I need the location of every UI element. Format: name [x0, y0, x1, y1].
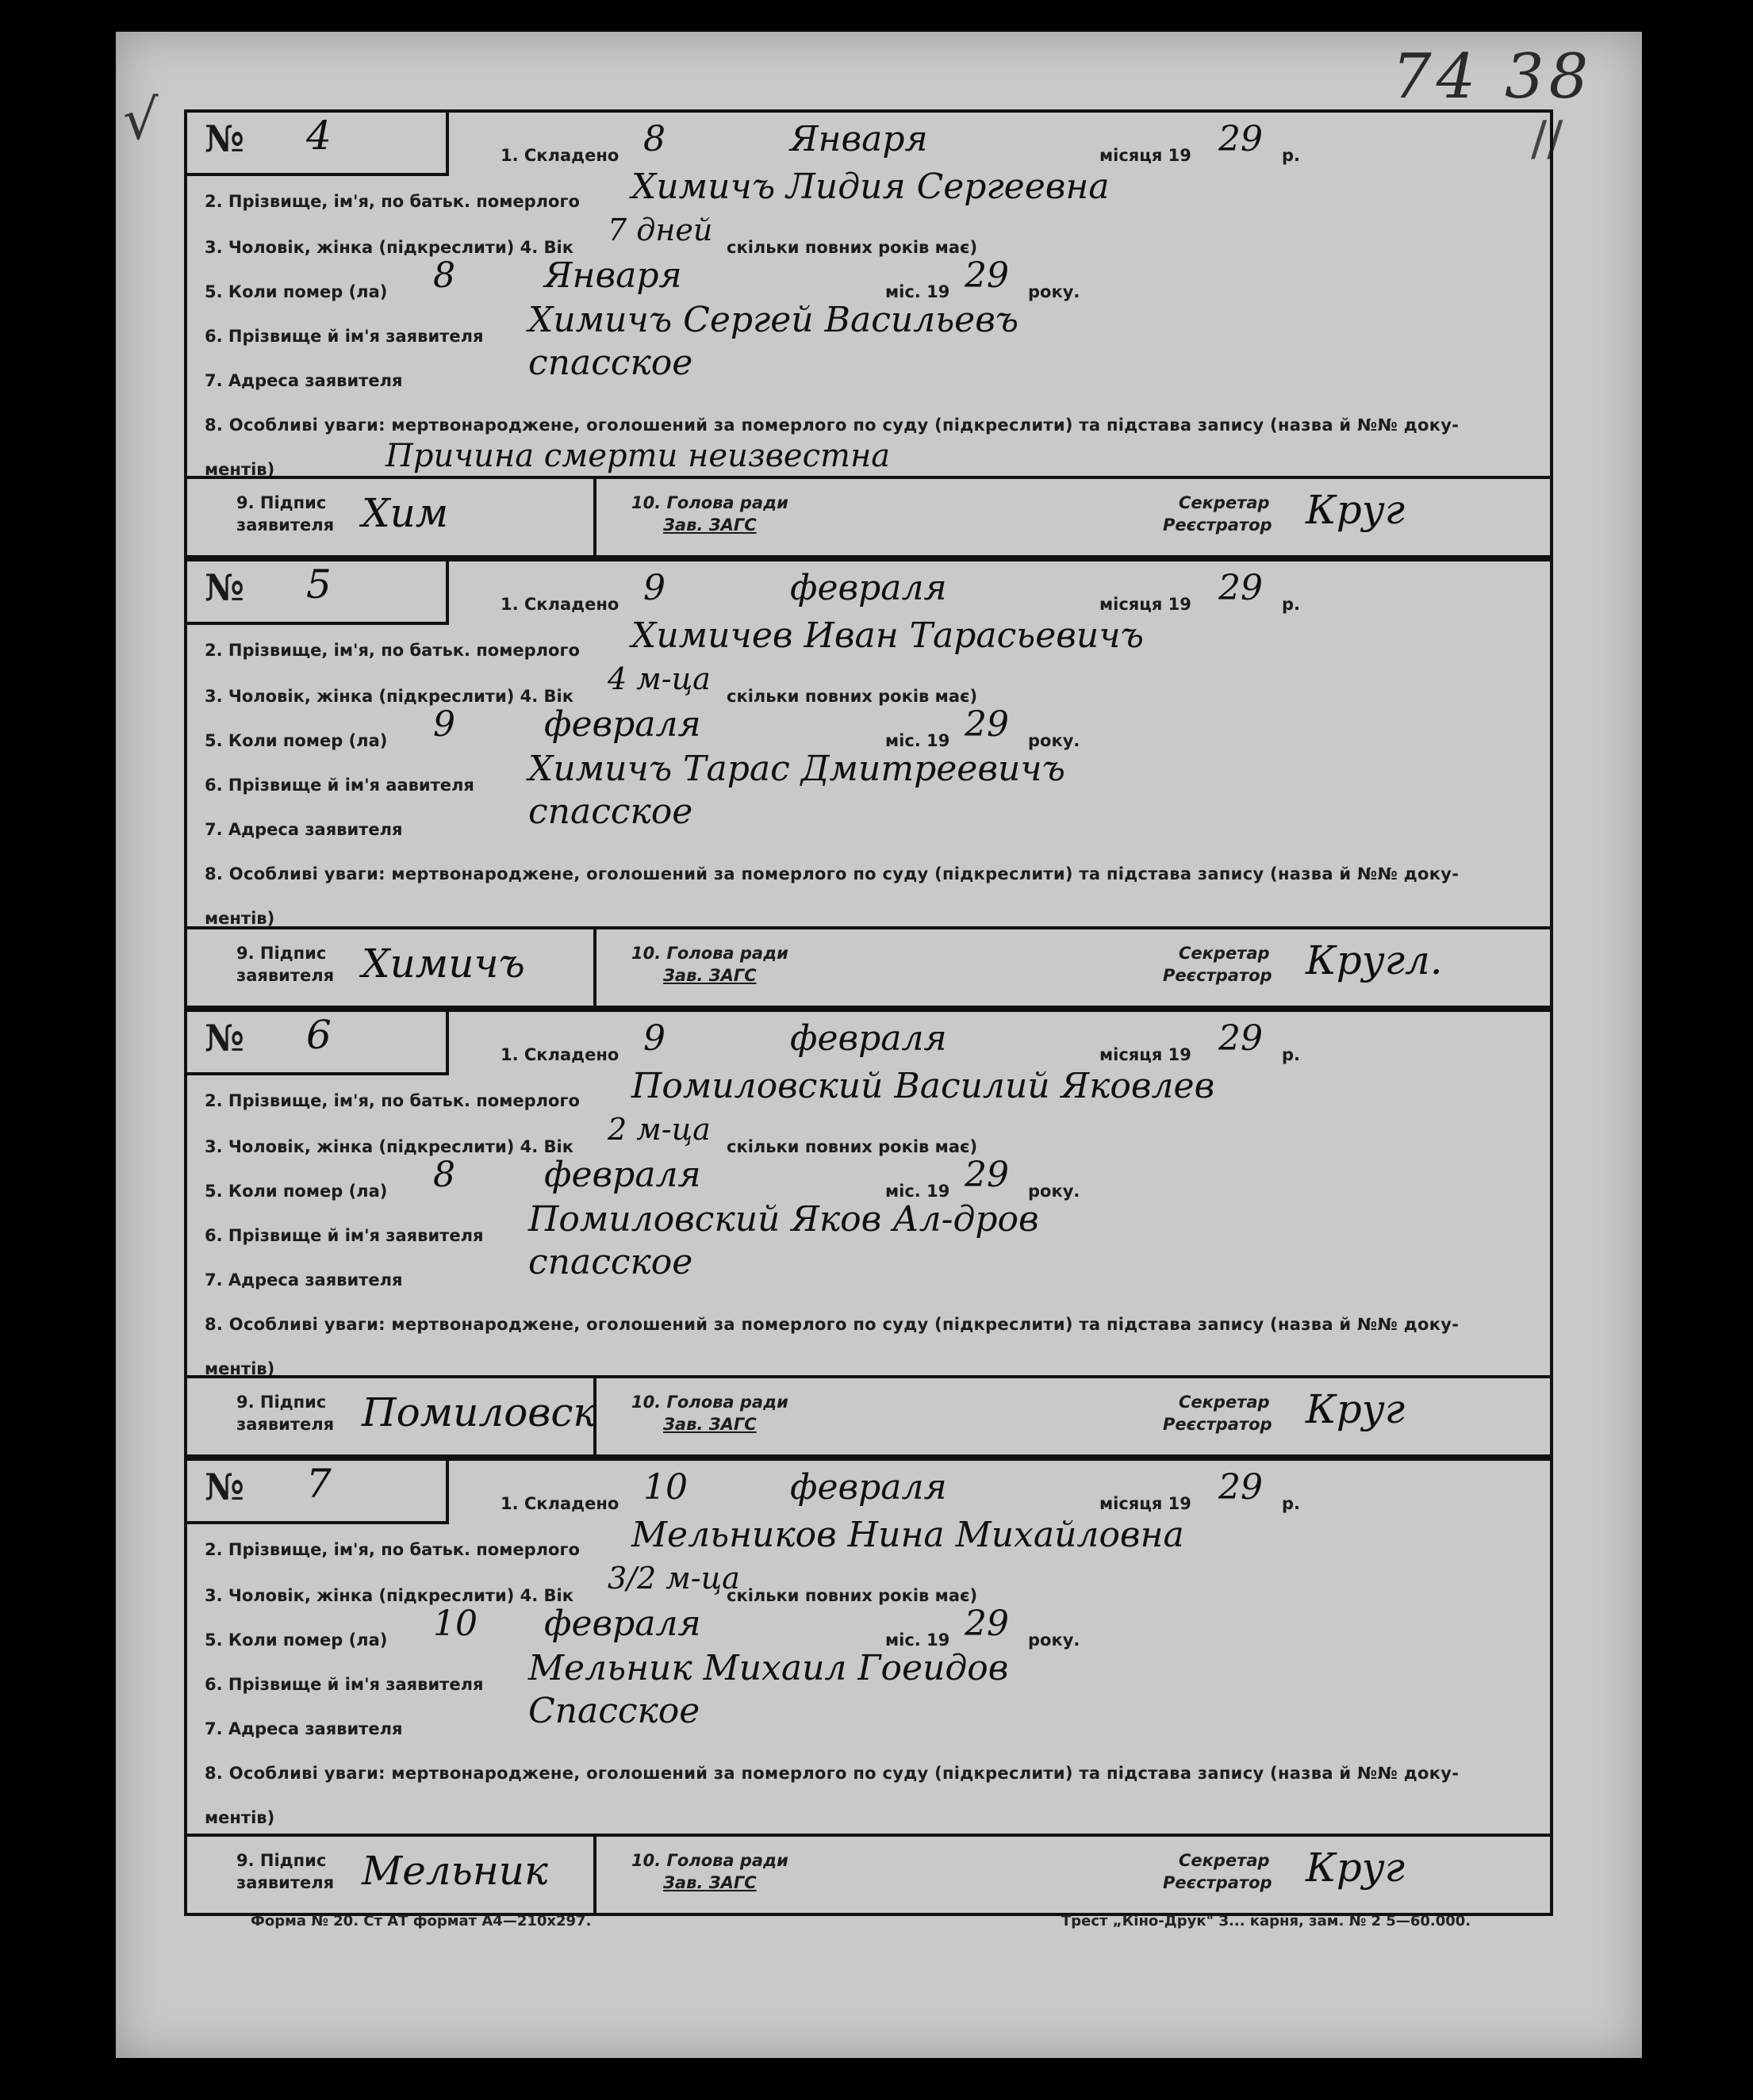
registry-head-label: Зав. ЗАГС [663, 515, 757, 535]
deceased-name-label: 2. Прізвище, ім'я, по батьк. померлого [205, 1540, 580, 1559]
death-day: 10 [433, 1604, 478, 1644]
signature-label: 9. Підпис [236, 1851, 327, 1870]
death-record [184, 558, 1553, 1009]
declarant-address: спасское [528, 1242, 693, 1282]
compiled-year: 29 [1218, 1018, 1263, 1059]
declarant-word: заявителя [236, 515, 335, 535]
declarant-label: 6. Прізвище й ім'я заявителя [205, 1226, 484, 1245]
death-date-label: 5. Коли помер (ла) [205, 1182, 388, 1201]
address-label: 7. Адреса заявителя [205, 1719, 403, 1738]
notes-value: Причина смерти неизвестна [386, 438, 891, 474]
death-record [184, 1458, 1553, 1916]
declarant-name: Химичъ Сергей Васильевъ [528, 300, 1019, 340]
declarant-address: спасское [528, 791, 693, 832]
page-number: 74 38 [1392, 41, 1594, 113]
year-word: року. [1028, 282, 1080, 301]
death-year-label: міс. 19 [885, 1182, 950, 1201]
record-number: 4 [306, 113, 332, 159]
secretary-label: Секретар [1179, 1393, 1270, 1412]
month-year-label: місяця 19 [1099, 1045, 1191, 1064]
deceased-name-label: 2. Прізвище, ім'я, по батьк. померлого [205, 1091, 580, 1110]
compiled-month: февраля [790, 568, 947, 608]
registrar-label: Реєстратор [1163, 515, 1272, 535]
council-head-label: 10. Голова ради [631, 493, 788, 512]
deceased-name: Химичъ Лидия Сергеевна [631, 167, 1110, 207]
deceased-name-label: 2. Прізвище, ім'я, по батьк. померлого [205, 641, 580, 660]
registrar-signature: Круг [1306, 1845, 1405, 1891]
form-footer-left: Форма № 20. Ст АТ формат А4—210x297. [251, 1913, 592, 1929]
notes-label: 8. Особливі уваги: мертвонароджене, оголошений за померлого по суду (підкреслити) та підстава запису (назва й №№ доку- [205, 1315, 1460, 1334]
registrar-label: Реєстратор [1163, 1873, 1272, 1892]
signature-label: 9. Підпис [236, 493, 327, 512]
secretary-label: Секретар [1179, 1851, 1270, 1870]
registry-head-label: Зав. ЗАГС [663, 1873, 757, 1892]
notes-label: 8. Особливі уваги: мертвонароджене, оголошений за померлого по суду (підкреслити) та підстава запису (назва й №№ доку- [205, 1764, 1460, 1783]
notes-label: 8. Особливі уваги: мертвонароджене, оголошений за померлого по суду (підкреслити) та підстава запису (назва й №№ доку- [205, 416, 1460, 435]
council-head-label: 10. Голова ради [631, 1851, 788, 1870]
compiled-month: февраля [790, 1467, 947, 1508]
declarant-word: заявителя [236, 1415, 335, 1434]
compiled-label: 1. Складено [501, 146, 619, 165]
secretary-label: Секретар [1179, 944, 1270, 963]
death-year: 29 [965, 1604, 1009, 1644]
registrar-signature: Круг [1306, 487, 1405, 533]
signature-row [187, 476, 1550, 558]
council-head-label: 10. Голова ради [631, 944, 788, 963]
year-suffix: р. [1282, 1494, 1301, 1513]
compiled-label: 1. Складено [501, 1494, 619, 1513]
death-day: 8 [433, 255, 455, 296]
registrar-label: Реєстратор [1163, 1415, 1272, 1434]
signature-label: 9. Підпис [236, 944, 327, 963]
sex-age-label: 3. Чоловік, жінка (підкреслити) 4. Вік [205, 238, 573, 257]
death-month: февраля [544, 1155, 701, 1195]
notes-label-cont: ментів) [205, 909, 275, 928]
council-head-label: 10. Голова ради [631, 1393, 788, 1412]
death-year-label: міс. 19 [885, 1631, 950, 1650]
year-word: року. [1028, 1182, 1080, 1201]
record-number-box [187, 1012, 449, 1075]
year-word: року. [1028, 1631, 1080, 1650]
record-number: 5 [306, 561, 332, 607]
declarant-name: Химичъ Тарас Дмитреевичъ [528, 749, 1065, 789]
signature-row [187, 1834, 1550, 1916]
compiled-month: Января [790, 119, 928, 159]
number-sign-label: № [205, 117, 244, 160]
death-day: 9 [433, 704, 455, 745]
declarant-address: спасское [528, 343, 693, 383]
number-sign-label: № [205, 1466, 244, 1508]
death-record [184, 1009, 1553, 1458]
compiled-label: 1. Складено [501, 595, 619, 614]
death-date-label: 5. Коли помер (ла) [205, 731, 388, 750]
death-year: 29 [965, 704, 1009, 745]
deceased-name-label: 2. Прізвище, ім'я, по батьк. померлого [205, 192, 580, 211]
registry-head-label: Зав. ЗАГС [663, 966, 757, 985]
sex-age-label: 3. Чоловік, жінка (підкреслити) 4. Вік [205, 1586, 573, 1605]
full-years-label: скільки повних років має) [727, 687, 978, 706]
address-label: 7. Адреса заявителя [205, 820, 403, 839]
record-number-box [187, 561, 449, 625]
record-number-box [187, 1461, 449, 1524]
signature-row [187, 1375, 1550, 1458]
age-value: 3/2 м-ца [608, 1561, 740, 1596]
death-month: февраля [544, 704, 701, 745]
age-value: 2 м-ца [608, 1112, 711, 1147]
check-mark-icon: √ [123, 87, 159, 152]
full-years-label: скільки повних років має) [727, 1137, 978, 1156]
month-year-label: місяця 19 [1099, 595, 1191, 614]
declarant-name: Помиловский Яков Ал-дров [528, 1199, 1039, 1240]
declarant-label: 6. Прізвище й ім'я аавителя [205, 776, 474, 795]
address-label: 7. Адреса заявителя [205, 371, 403, 390]
form-footer-right: Трест „Кіно-Друк" З... карня, зам. № 2 5—60.000. [1061, 1913, 1471, 1929]
compiled-label: 1. Складено [501, 1045, 619, 1064]
death-year-label: міс. 19 [885, 282, 950, 301]
compiled-day: 9 [643, 1018, 666, 1059]
sex-age-label: 3. Чоловік, жінка (підкреслити) 4. Вік [205, 687, 573, 706]
compiled-year: 29 [1218, 568, 1263, 608]
declarant-word: заявителя [236, 1873, 335, 1892]
address-label: 7. Адреса заявителя [205, 1270, 403, 1290]
year-suffix: р. [1282, 1045, 1301, 1064]
death-year: 29 [965, 1155, 1009, 1195]
signature-row [187, 926, 1550, 1009]
declarant-signature: Химичъ [362, 941, 525, 987]
compiled-year: 29 [1218, 1467, 1263, 1508]
death-year-label: міс. 19 [885, 731, 950, 750]
compiled-day: 9 [643, 568, 666, 608]
compiled-month: февраля [790, 1018, 947, 1059]
declarant-address: Спасское [528, 1691, 700, 1731]
death-month: Января [544, 255, 682, 296]
compiled-day: 8 [643, 119, 666, 159]
year-suffix: р. [1282, 146, 1301, 165]
registry-head-label: Зав. ЗАГС [663, 1415, 757, 1434]
deceased-name: Мельников Нина Михайловна [631, 1515, 1184, 1555]
signature-label: 9. Підпис [236, 1393, 327, 1412]
death-day: 8 [433, 1155, 455, 1195]
record-number: 6 [306, 1012, 332, 1058]
notes-label-cont: ментів) [205, 460, 275, 479]
declarant-signature: Мельник [362, 1848, 548, 1894]
declarant-signature: Хим [362, 490, 449, 536]
compiled-year: 29 [1218, 119, 1263, 159]
number-sign-label: № [205, 1017, 244, 1060]
month-year-label: місяця 19 [1099, 1494, 1191, 1513]
registrar-signature: Круг [1306, 1386, 1405, 1432]
year-word: року. [1028, 731, 1080, 750]
death-year: 29 [965, 255, 1009, 296]
full-years-label: скільки повних років має) [727, 1586, 978, 1605]
death-record [184, 109, 1553, 558]
month-year-label: місяця 19 [1099, 146, 1191, 165]
deceased-name: Помиловский Василий Яковлев [631, 1066, 1215, 1106]
record-number-box [187, 113, 449, 176]
record-number: 7 [306, 1461, 332, 1507]
age-value: 4 м-ца [608, 661, 711, 696]
declarant-word: заявителя [236, 966, 335, 985]
number-sign-label: № [205, 566, 244, 609]
registrar-signature: Кругл. [1306, 937, 1443, 983]
declarant-label: 6. Прізвище й ім'я заявителя [205, 327, 484, 346]
year-suffix: р. [1282, 595, 1301, 614]
sex-age-label: 3. Чоловік, жінка (підкреслити) 4. Вік [205, 1137, 573, 1156]
check-mark-icon: // [1531, 111, 1563, 167]
death-date-label: 5. Коли помер (ла) [205, 282, 388, 301]
compiled-day: 10 [643, 1467, 688, 1508]
notes-label-cont: ментів) [205, 1359, 275, 1378]
declarant-name: Мельник Михаил Гоеидов [528, 1648, 1009, 1688]
notes-label-cont: ментів) [205, 1808, 275, 1827]
notes-label: 8. Особливі уваги: мертвонароджене, оголошений за померлого по суду (підкреслити) та підстава запису (назва й №№ доку- [205, 864, 1460, 883]
age-value: 7 дней [608, 213, 713, 247]
declarant-label: 6. Прізвище й ім'я заявителя [205, 1675, 484, 1694]
deceased-name: Химичев Иван Тарасьевичъ [631, 615, 1144, 656]
registrar-label: Реєстратор [1163, 966, 1272, 985]
death-date-label: 5. Коли помер (ла) [205, 1631, 388, 1650]
full-years-label: скільки повних років має) [727, 238, 978, 257]
death-month: февраля [544, 1604, 701, 1644]
secretary-label: Секретар [1179, 493, 1270, 512]
declarant-signature: Помиловск [362, 1389, 597, 1435]
